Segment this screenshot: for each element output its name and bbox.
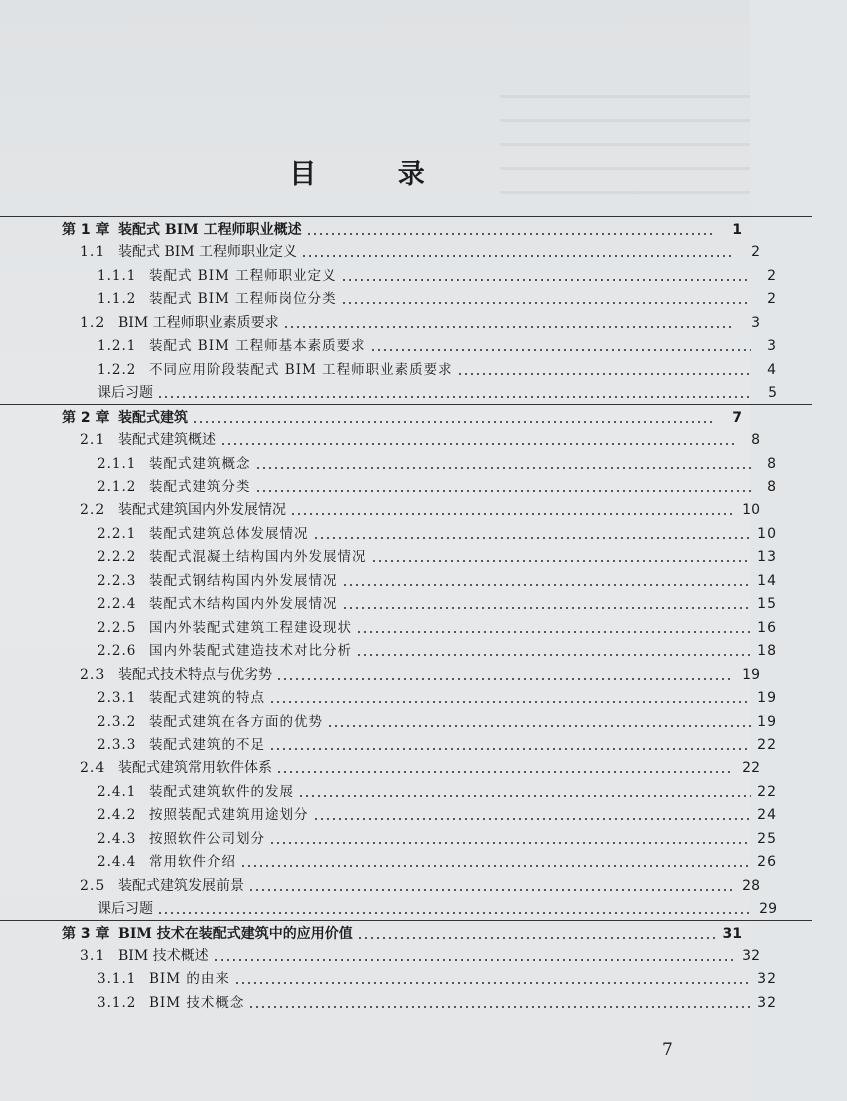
toc-entry-number: 2.2.5	[97, 619, 137, 636]
toc-entry-number: 2.1.2	[97, 478, 137, 495]
toc-entry-title: 装配式建筑软件的发展	[149, 783, 294, 800]
toc-entry-number: 2.3.3	[97, 736, 137, 753]
toc-entry-title: 装配式 BIM 工程师职业定义	[118, 244, 298, 261]
toc-entry	[0, 779, 847, 801]
toc-entry-title: 国内外装配式建筑工程建设现状	[149, 619, 352, 636]
toc-entry	[0, 451, 847, 473]
toc-entry-title: 装配式混凝土结构国内外发展情况	[149, 549, 367, 566]
toc-entry-title: 常用软件介绍	[149, 854, 236, 871]
toc-entry-page: 18	[757, 643, 777, 660]
toc-entry-number: 1.1.2	[97, 291, 137, 308]
toc-entry-number: 2.2.1	[97, 525, 137, 542]
toc-entry-page: 32	[757, 994, 777, 1011]
dot-leader	[157, 396, 751, 398]
dot-leader	[371, 560, 752, 562]
toc-entry-title: 按照装配式建筑用途划分	[149, 807, 309, 824]
dot-leader	[269, 701, 751, 703]
toc-entry-number: 2.2	[80, 502, 106, 519]
toc-entry-page: 4	[767, 361, 777, 378]
toc-entry	[0, 380, 847, 402]
toc-entry-title: 课后习题	[97, 901, 153, 917]
toc-entry-title: 装配式建筑发展前景	[118, 877, 244, 894]
dot-leader	[313, 818, 752, 820]
toc-entry	[0, 943, 830, 965]
dot-leader	[341, 279, 751, 281]
toc-entry-page: 2	[751, 244, 760, 261]
toc-entry-title: 装配式钢结构国内外发展情况	[149, 572, 338, 589]
dot-leader	[457, 373, 751, 375]
toc-entry-number: 1.1	[80, 244, 106, 261]
toc-entry-number: 3.1.2	[97, 994, 137, 1011]
toc-entry-title: 装配式建筑在各方面的优势	[149, 713, 323, 730]
toc-entry-page: 15	[757, 596, 777, 613]
toc-entry-number: 2.4.4	[97, 854, 137, 871]
dot-leader	[356, 631, 751, 633]
toc-entry	[0, 638, 847, 660]
toc-entry-page: 22	[742, 760, 760, 777]
toc-entry-page: 8	[767, 455, 777, 472]
toc-entry-title: 装配式建筑概念	[149, 455, 251, 472]
toc-entry-page: 28	[742, 877, 760, 894]
toc-entry-number: 第 2 章	[62, 409, 110, 426]
page-number: 7	[662, 1040, 673, 1060]
dot-leader	[356, 654, 751, 656]
toc-entry-number: 2.3.1	[97, 690, 137, 706]
dot-leader	[276, 771, 734, 773]
toc-entry-number: 2.4.3	[97, 830, 137, 847]
toc-entry-title: BIM 技术在装配式建筑中的应用价值	[118, 925, 353, 942]
toc-entry-title: 装配式 BIM 工程师职业定义	[149, 267, 337, 284]
toc-entry-number: 2.4.2	[97, 807, 137, 824]
dot-leader	[357, 937, 716, 939]
dot-leader	[255, 490, 752, 492]
toc-entry-title: 国内外装配式建造技术对比分析	[149, 643, 352, 660]
toc-entry-page: 16	[757, 619, 777, 636]
dot-leader	[283, 326, 734, 328]
toc-entry	[0, 990, 847, 1012]
dot-leader	[240, 865, 751, 867]
toc-entry-title: 装配式建筑总体发展情况	[149, 525, 309, 542]
toc-entry-number: 第 1 章	[62, 222, 110, 238]
toc-entry-page: 22	[757, 736, 777, 753]
toc-entry-page: 3	[767, 338, 777, 355]
toc-entry	[0, 568, 847, 590]
dot-leader	[234, 982, 751, 984]
dot-leader	[248, 889, 734, 891]
toc-entry-title: 课后习题	[97, 385, 153, 402]
toc-entry-page: 10	[742, 502, 760, 519]
toc-entry-number: 2.1.1	[97, 455, 137, 472]
toc-entry	[0, 427, 830, 449]
toc-entry	[0, 591, 847, 613]
toc-chapter-entry	[0, 920, 812, 943]
toc-entry	[0, 709, 847, 731]
toc-entry-page: 13	[757, 549, 777, 566]
toc-entry-page: 22	[757, 783, 777, 800]
toc-entry-number: 3.1	[80, 947, 106, 964]
toc-entry-title: BIM 技术概述	[118, 947, 209, 964]
dot-leader	[370, 349, 751, 351]
toc-entry-number: 3.1.1	[97, 971, 137, 988]
toc-entry	[0, 849, 847, 871]
toc-entry-number: 2.3	[80, 666, 106, 683]
toc-entry-number: 2.2.2	[97, 549, 137, 566]
toc-entry	[0, 310, 830, 332]
toc-entry-title: BIM 技术概念	[149, 994, 245, 1011]
toc-entry-page: 8	[751, 432, 760, 448]
toc-entry-title: 装配式建筑的不足	[149, 736, 265, 753]
dot-leader	[157, 912, 751, 914]
toc-entry	[0, 497, 830, 519]
dot-leader	[313, 537, 752, 539]
toc-entry-page: 24	[757, 807, 777, 824]
toc-entry-page: 29	[759, 901, 777, 917]
toc-entry-title: 装配式木结构国内外发展情况	[149, 596, 338, 613]
dot-leader	[342, 607, 752, 609]
toc-entry-title: 装配式 BIM 工程师岗位分类	[149, 291, 337, 308]
dot-leader	[269, 748, 751, 750]
toc-entry-title: 装配式建筑概述	[118, 432, 216, 448]
toc-entry-page: 3	[751, 314, 760, 331]
toc-entry	[0, 732, 847, 754]
toc-entry-number: 第 3 章	[62, 925, 110, 942]
toc-entry-page: 1	[732, 222, 742, 238]
toc-chapter-entry	[0, 404, 812, 427]
toc-entry-page: 10	[757, 525, 777, 542]
toc-entry-page: 26	[757, 854, 777, 871]
dot-leader	[306, 233, 716, 235]
dot-leader	[342, 584, 752, 586]
toc-entry-title: BIM 工程师职业素质要求	[118, 314, 279, 331]
toc-entry-number: 1.2.1	[97, 338, 137, 355]
toc-entry-page: 7	[732, 409, 742, 426]
toc-entry-page: 32	[742, 947, 760, 964]
dot-leader	[298, 795, 751, 797]
dot-leader	[327, 725, 751, 727]
toc-entry-title: 装配式技术特点与优劣势	[118, 666, 272, 683]
dot-leader	[255, 467, 752, 469]
toc-entry-page: 2	[767, 267, 777, 284]
page-title: 目 录	[289, 159, 461, 190]
toc-entry-page: 5	[768, 385, 777, 402]
toc-entry-number: 1.2	[80, 314, 106, 331]
toc-entry-title: 装配式 BIM 工程师职业概述	[118, 222, 302, 238]
toc-entry	[0, 966, 847, 988]
toc-entry-number: 2.2.6	[97, 643, 137, 660]
toc-entry-title: 装配式建筑	[118, 409, 188, 426]
toc-entry-title: 不同应用阶段装配式 BIM 工程师职业素质要求	[149, 361, 453, 378]
toc-entry-page: 14	[757, 572, 777, 589]
toc-entry	[0, 662, 830, 684]
toc-entry	[0, 357, 847, 379]
toc-entry-title: 装配式 BIM 工程师基本素质要求	[149, 338, 366, 355]
toc-entry-title: 装配式建筑国内外发展情况	[118, 502, 286, 519]
toc-entry	[0, 755, 830, 777]
toc-entry-page: 31	[722, 925, 742, 942]
toc-entry-number: 2.3.2	[97, 713, 137, 730]
toc-entry-title: 按照软件公司划分	[149, 830, 265, 847]
toc-entry-page: 19	[757, 690, 777, 706]
toc-entry-page: 32	[757, 971, 777, 988]
toc-entry-page: 25	[757, 830, 777, 847]
dot-leader	[290, 513, 734, 515]
dot-leader	[213, 959, 734, 961]
toc-entry-number: 1.1.1	[97, 267, 137, 284]
dot-leader	[276, 678, 734, 680]
toc-entry-page: 8	[767, 478, 777, 495]
toc-entry-number: 2.2.3	[97, 572, 137, 589]
toc-entry	[0, 333, 847, 355]
toc-entry	[0, 802, 847, 824]
toc-entry	[0, 286, 847, 308]
toc-chapter-entry	[0, 216, 812, 239]
toc-entry	[0, 263, 847, 285]
toc-entry-number: 2.4	[80, 760, 106, 777]
dot-leader	[301, 255, 734, 257]
toc-entry-title: BIM 的由来	[149, 971, 230, 988]
toc-entry-title: 装配式建筑的特点	[149, 690, 265, 706]
toc-entry-title: 装配式建筑常用软件体系	[118, 760, 272, 777]
toc-entry	[0, 826, 847, 848]
dot-leader	[341, 302, 751, 304]
toc-entry	[0, 239, 830, 261]
toc-entry	[0, 873, 830, 895]
toc-entry	[0, 685, 847, 707]
toc-entry-number: 1.2.2	[97, 361, 137, 378]
toc-entry-number: 2.4.1	[97, 783, 137, 800]
toc-entry-page: 2	[767, 291, 777, 308]
toc-entry-page: 19	[757, 713, 777, 730]
toc-entry	[0, 896, 847, 918]
dot-leader	[192, 421, 716, 423]
toc-entry-title: 装配式建筑分类	[149, 478, 251, 495]
toc-entry-number: 2.5	[80, 877, 106, 894]
toc-entry-number: 2.1	[80, 432, 106, 448]
toc-entry	[0, 615, 847, 637]
dot-leader	[220, 443, 734, 445]
dot-leader	[248, 1006, 751, 1008]
toc-entry	[0, 521, 847, 543]
toc-entry-number: 2.2.4	[97, 596, 137, 613]
toc-entry	[0, 544, 847, 566]
toc-entry-page: 19	[742, 666, 760, 683]
dot-leader	[269, 842, 751, 844]
toc-entry	[0, 474, 847, 496]
